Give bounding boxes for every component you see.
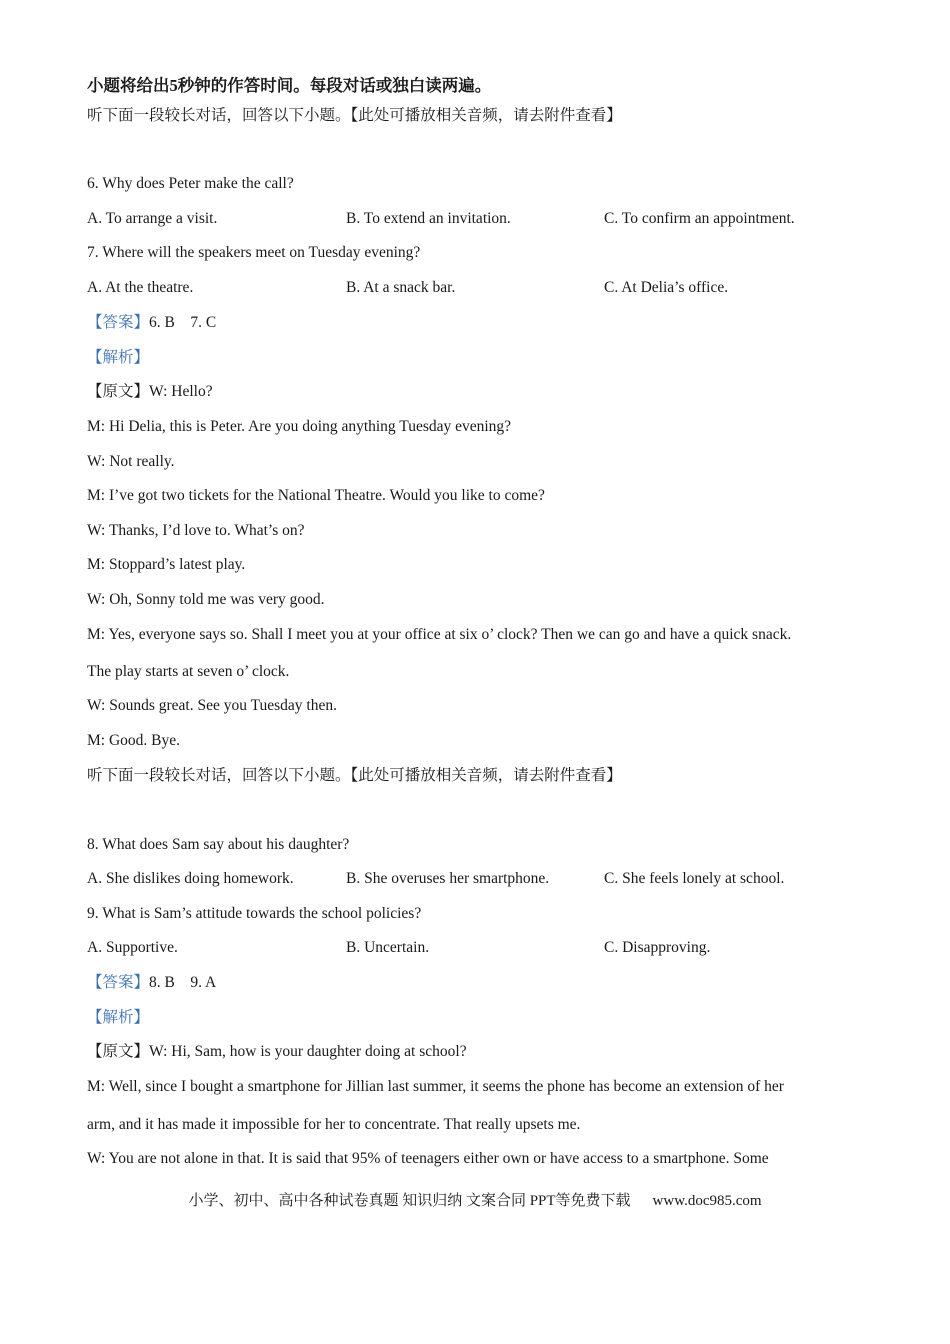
transcript-line: W: You are not alone in that. It is said that 95% of teenagers either own or have access to a smartphone. Some — [87, 1150, 769, 1167]
transcript-tag: 【原文】 — [87, 383, 150, 400]
q8-option-a: A. She dislikes doing homework. — [87, 870, 294, 887]
transcript-line: W: Oh, Sonny told me was very good. — [87, 591, 325, 608]
q6-option-a: A. To arrange a visit. — [87, 210, 218, 227]
answer-text: 6. B 7. C — [149, 314, 217, 331]
transcript-line: M: I’ve got two tickets for the National Theatre. Would you like to come? — [87, 487, 545, 504]
transcript-line: M: Hi Delia, this is Peter. Are you doing anything Tuesday evening? — [87, 418, 512, 435]
transcript-line: M: Stoppard’s latest play. — [87, 556, 246, 573]
answer-tag: 【答案】 — [87, 314, 150, 331]
q8-option-c: C. She feels lonely at school. — [604, 870, 785, 887]
answer-line — [87, 313, 216, 333]
transcript-line: M: Well, since I bought a smartphone for Jillian last summer, it seems the phone has become an extension of her — [87, 1078, 784, 1095]
answer-tag: 【答案】 — [87, 974, 150, 991]
question-9: 9. What is Sam’s attitude towards the school policies? — [87, 905, 422, 922]
transcript-line: W: Not really. — [87, 453, 175, 470]
q9-option-c: C. Disapproving. — [604, 939, 711, 956]
transcript-first-line — [87, 1042, 467, 1062]
page-footer — [0, 1191, 950, 1211]
analysis-tag: 【解析】 — [87, 1009, 150, 1026]
footer-url[interactable]: www.doc985.com — [652, 1193, 762, 1209]
transcript-tag: 【原文】 — [87, 1043, 150, 1060]
answer-text: 8. B 9. A — [149, 974, 217, 991]
transcript-text: W: Hello? — [149, 383, 213, 400]
analysis-tag: 【解析】 — [87, 349, 150, 366]
question-7: 7. Where will the speakers meet on Tuesday evening? — [87, 244, 421, 261]
instruction-heading: 小题将给出5秒钟的作答时间。每段对话或独白读两遍。 — [87, 76, 492, 95]
footer-text: 小学、初中、高中各种试卷真题 知识归纳 文案合同 PPT等免费下载 — [188, 1193, 631, 1209]
transcript-line: The play starts at seven o’ clock. — [87, 663, 290, 680]
q6-option-c: C. To confirm an appointment. — [604, 210, 795, 227]
transcript-line: arm, and it has made it impossible for her to concentrate. That really upsets me. — [87, 1116, 581, 1133]
q7-option-c: C. At Delia’s office. — [604, 279, 729, 296]
transcript-line: M: Yes, everyone says so. Shall I meet you at your office at six o’ clock? Then we can go and have a quick snack. — [87, 626, 792, 643]
q7-option-a: A. At the theatre. — [87, 279, 194, 296]
answer-line — [87, 973, 216, 993]
q9-option-b: B. Uncertain. — [346, 939, 430, 956]
question-8: 8. What does Sam say about his daughter? — [87, 836, 350, 853]
question-6: 6. Why does Peter make the call? — [87, 175, 294, 192]
transcript-text: W: Hi, Sam, how is your daughter doing at school? — [149, 1043, 467, 1060]
transcript-line: M: Good. Bye. — [87, 732, 180, 749]
transcript-line: W: Sounds great. See you Tuesday then. — [87, 697, 337, 714]
q9-option-a: A. Supportive. — [87, 939, 178, 956]
listening-instruction: 听下面一段较长对话，回答以下小题。【此处可播放相关音频，请去附件查看】 — [87, 767, 622, 784]
q8-option-b: B. She overuses her smartphone. — [346, 870, 550, 887]
transcript-first-line — [87, 382, 213, 402]
q7-option-b: B. At a snack bar. — [346, 279, 456, 296]
listening-instruction: 听下面一段较长对话，回答以下小题。【此处可播放相关音频，请去附件查看】 — [87, 107, 622, 124]
transcript-line: W: Thanks, I’d love to. What’s on? — [87, 522, 305, 539]
q6-option-b: B. To extend an invitation. — [346, 210, 511, 227]
